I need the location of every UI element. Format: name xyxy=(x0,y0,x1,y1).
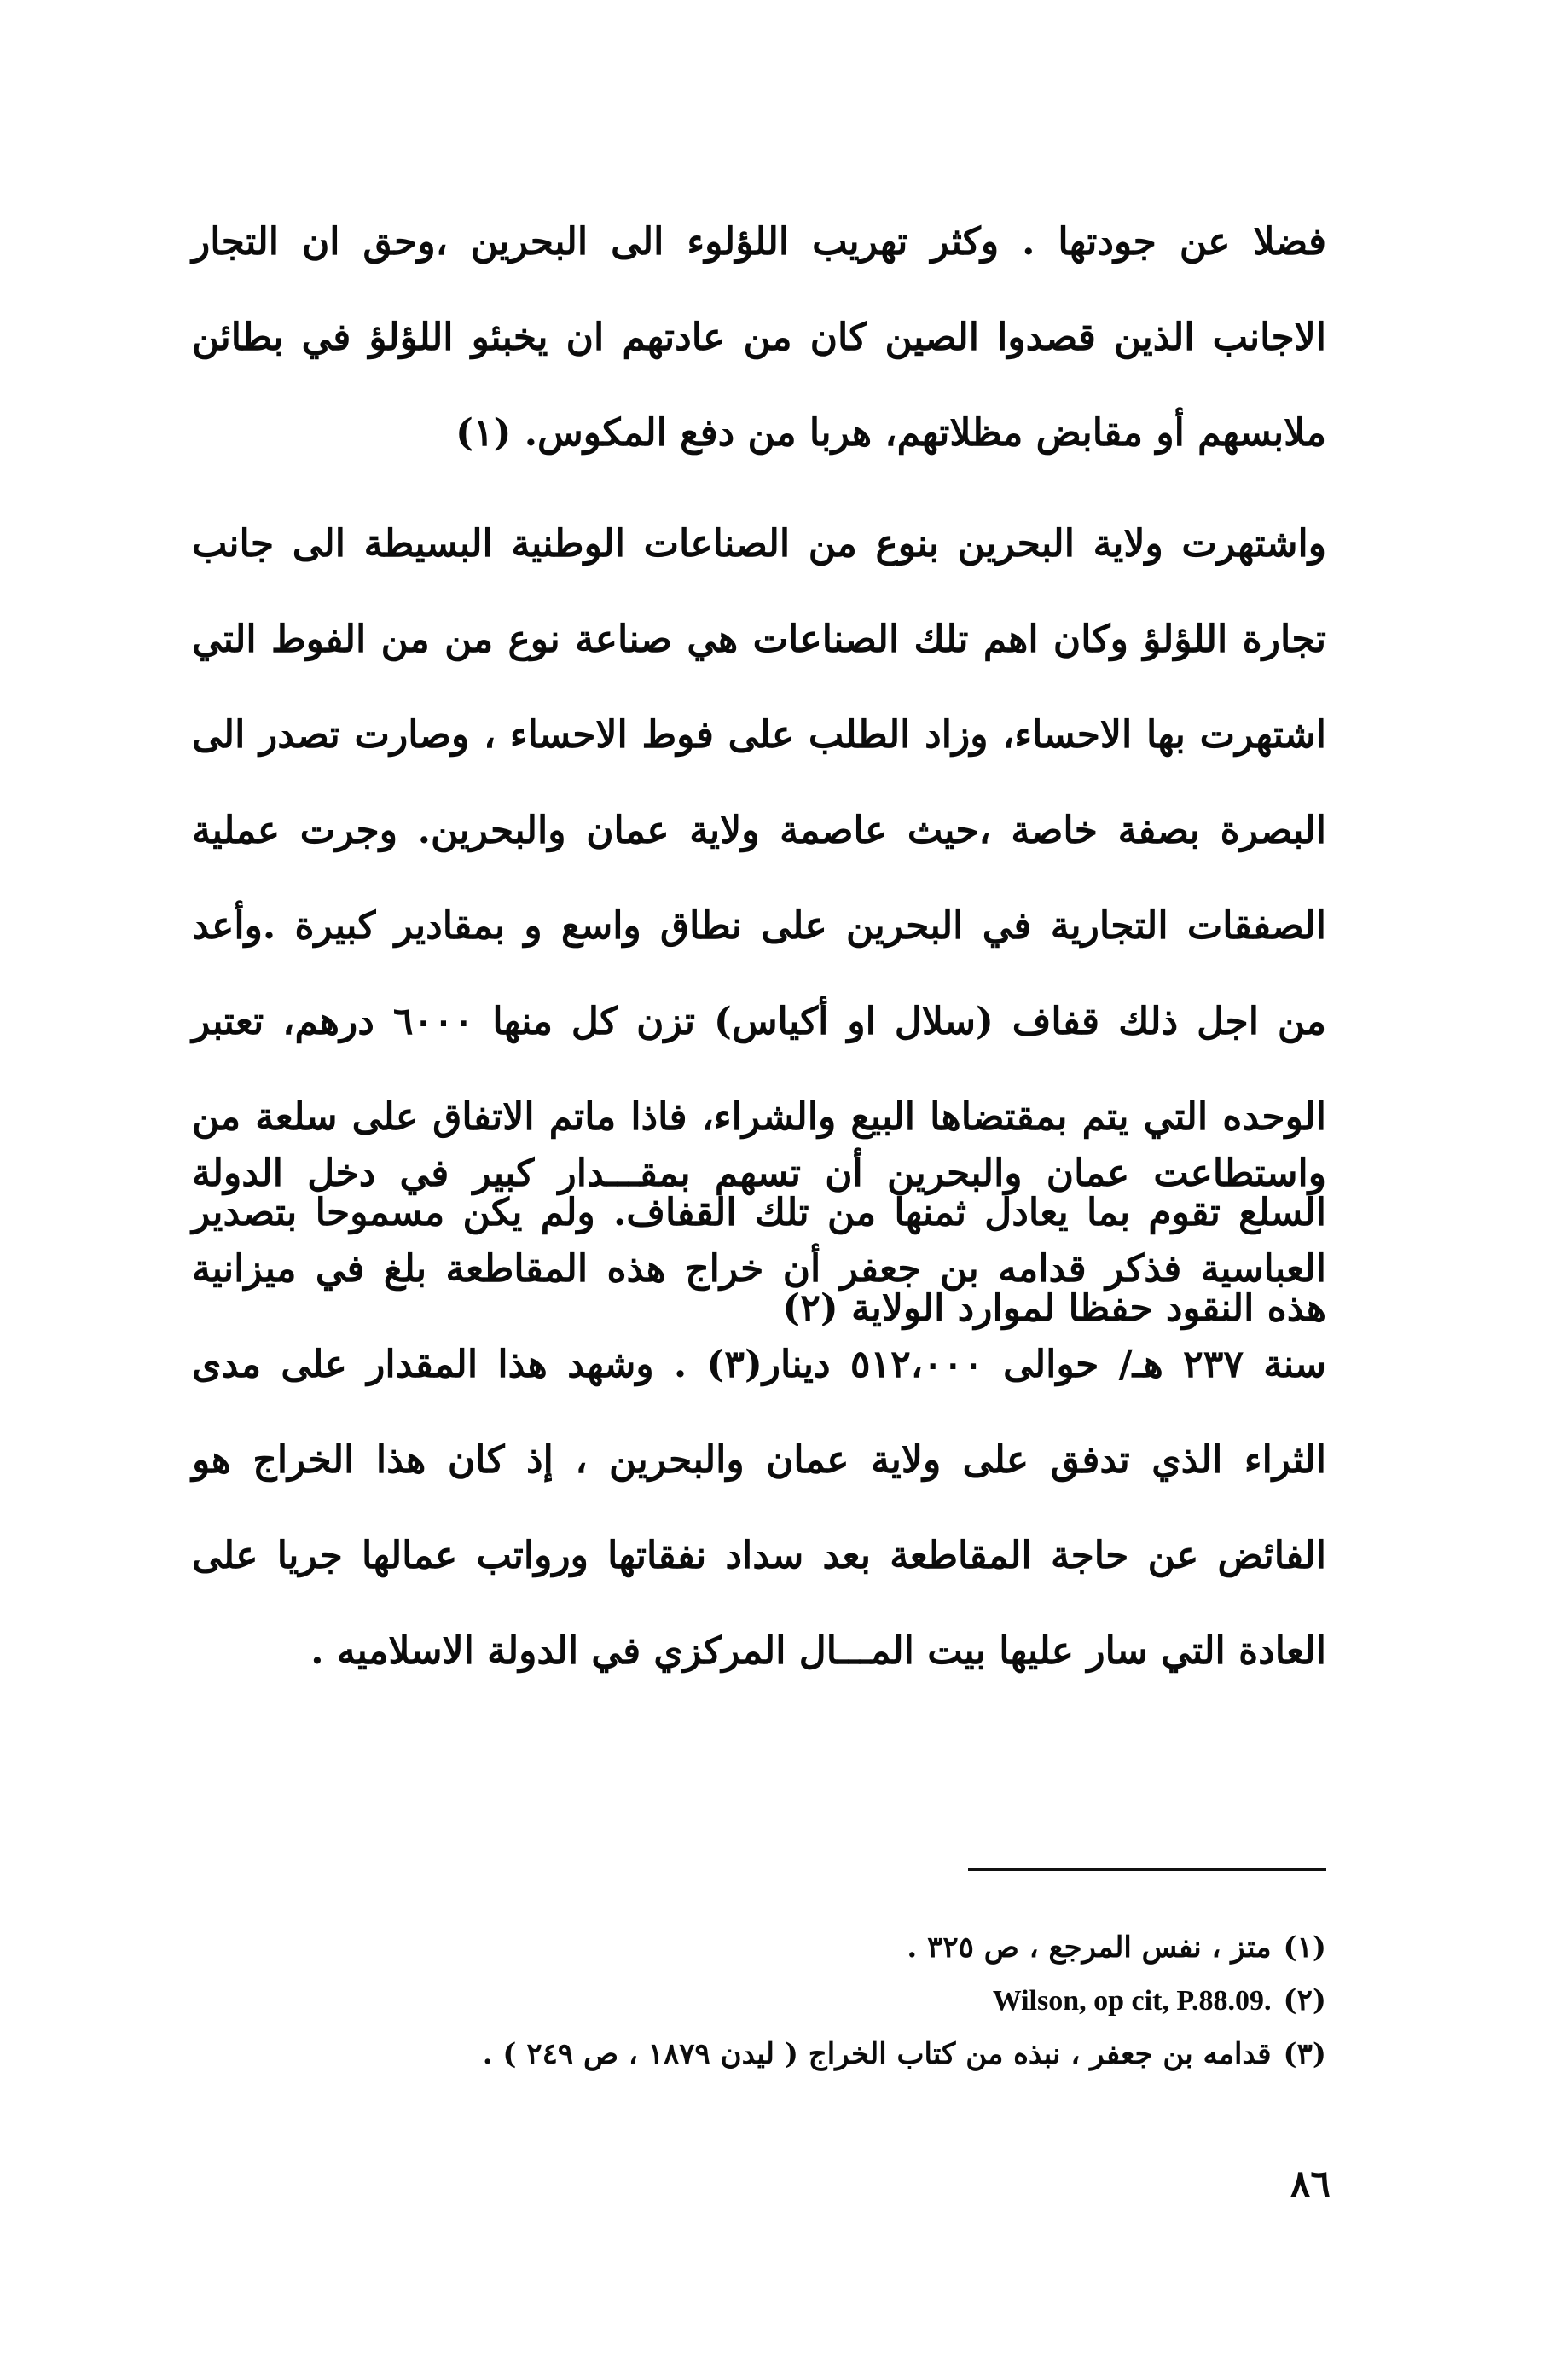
footnote-text: قدامه بن جعفر ، نبذه من كتاب الخراج ( ليدن ١٨٧٩ ، ص ٢٤٩ ) . xyxy=(482,2037,1272,2071)
footnote-text: متز ، نفس المرجع ، ص ٣٢٥ . xyxy=(907,1930,1272,1965)
footnote-text: Wilson, op cit, P.88.09. xyxy=(992,1985,1272,2017)
footnote-divider xyxy=(968,1868,1326,1871)
footnote-number: (١) xyxy=(1283,1930,1326,1965)
page-number: ٨٦ xyxy=(1290,2162,1331,2206)
footnote-number: (٣) xyxy=(1283,2037,1326,2071)
footnote-2 xyxy=(597,1974,1326,2028)
paragraph-2: واشتهرت ولاية البحرين بنوع من الصناعات الوطنية البسيطة الى جانب تجارة اللؤلؤ وكان اهم تلك الصناعات هي صناعة نوع من من الفوط التي اشتهرت بها الاحساء، وزاد الطلب على فوط الاحساء ، وصارت تصدر الى البصرة بصفة خاصة ،حيث عاصمة ولاية عمان والبحرين. وجرت عملية الصفقات التجارية في البحرين على نطاق واسع و بمقادير كبيرة .وأعد من اجل ذلك قفاف (سلال او أكياس) تزن كل منها ٦٠٠٠ درهم، تعتبر الوحده التي يتم بمقتضاها البيع والشراء، فاذا ماتم الاتفاق على سلعة من السلع تقوم بما يعادل ثمنها من تلك القفاف. ولم يكن مسموحا بتصدير هذه النقود حفظا لموارد الولاية (٢) xyxy=(192,522,1326,1330)
footnote-1 xyxy=(597,1921,1326,1974)
footnote-number: (٢) xyxy=(1283,1983,1326,2017)
paragraph-1: فضلا عن جودتها . وكثر تهريب اللؤلوء الى البحرين ،وحق ان التجار الاجانب الذين قصدوا الصين كان من عادتهم ان يخبئو اللؤلؤ في بطائن ملابسهم أو مقابض مظلاتهم، هربا من دفع المكوس. (١) xyxy=(192,220,1326,455)
footnote-3 xyxy=(482,2028,1326,2081)
paragraph-3: واستطاعت عمان والبحرين أن تسهم بمقـــدار كبير في دخل الدولة العباسية فذكر قدامه بن جعفر أن خراج هذه المقاطعة بلغ في ميزانية سنة ٢٣٧ هـ/ حوالى ٥١٢،٠٠٠ دينار(٣) . وشهد هذا المقدار على مدى الثراء الذي تدفق على ولاية عمان والبحرين ، إذ كان هذا الخراج هو الفائض عن حاجة المقاطعة بعد سداد نفقاتها ورواتب عمالها جريا على العادة التي سار عليها بيت المـــال المركزي في الدولة الاسلاميه . xyxy=(192,1152,1327,1673)
footnotes xyxy=(482,1921,1326,2081)
